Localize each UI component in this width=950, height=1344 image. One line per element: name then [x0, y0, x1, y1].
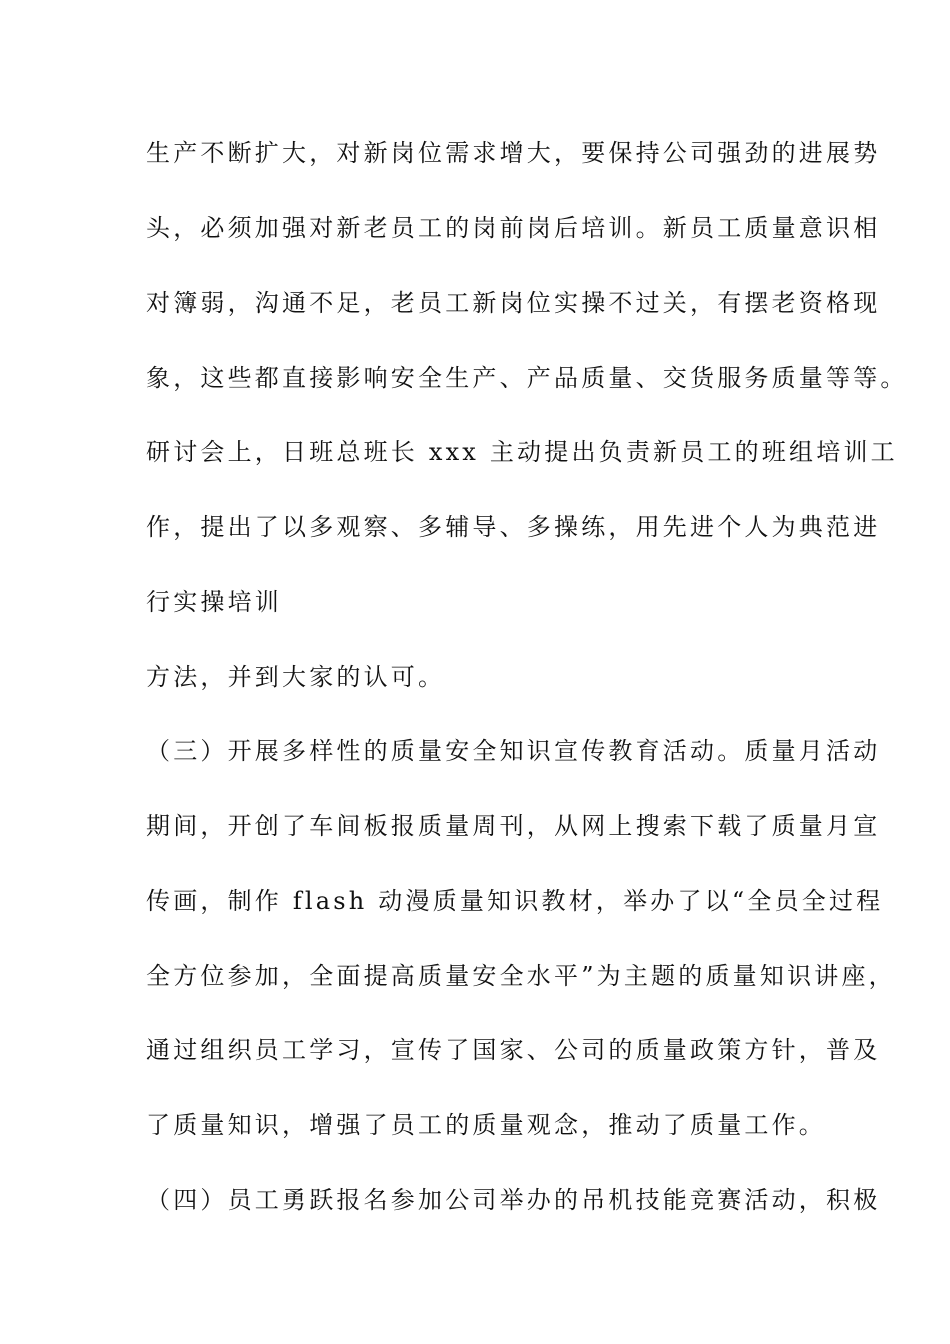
text-line: 研讨会上，日班总班长 xxx 主动提出负责新员工的班组培训工 [146, 438, 898, 466]
text-line: 全方位参加，全面提高质量安全水平”为主题的质量知识讲座， [146, 962, 896, 990]
text-line: 生产不断扩大，对新岗位需求增大，要保持公司强劲的进展势 [146, 139, 881, 167]
text-line: 期间，开创了车间板报质量周刊，从网上搜索下载了质量月宣 [146, 812, 881, 840]
text-line: 通过组织员工学习，宣传了国家、公司的质量政策方针，普及 [146, 1036, 881, 1064]
text-line: 作，提出了以多观察、多辅导、多操练，用先进个人为典范进 [146, 513, 881, 541]
text-line: 了质量知识，增强了员工的质量观念，推动了质量工作。 [146, 1111, 826, 1139]
section-heading-line: （三）开展多样性的质量安全知识宣传教育活动。质量月活动 [146, 737, 881, 765]
text-line: 传画，制作 flash 动漫质量知识教材，举办了以“全员全过程 [146, 887, 884, 915]
text-line: 象，这些都直接影响安全生产、产品质量、交货服务质量等等。 [146, 364, 908, 392]
section-heading-line: （四）员工勇跃报名参加公司举办的吊机技能竞赛活动，积极 [146, 1186, 881, 1214]
text-line: 头，必须加强对新老员工的岗前岗后培训。新员工质量意识相 [146, 214, 881, 242]
text-line: 方法，并到大家的认可。 [146, 663, 446, 691]
text-line: 行实操培训 [146, 588, 282, 616]
text-line: 对簿弱，沟通不足，老员工新岗位实操不过关，有摆老资格现 [146, 289, 881, 317]
